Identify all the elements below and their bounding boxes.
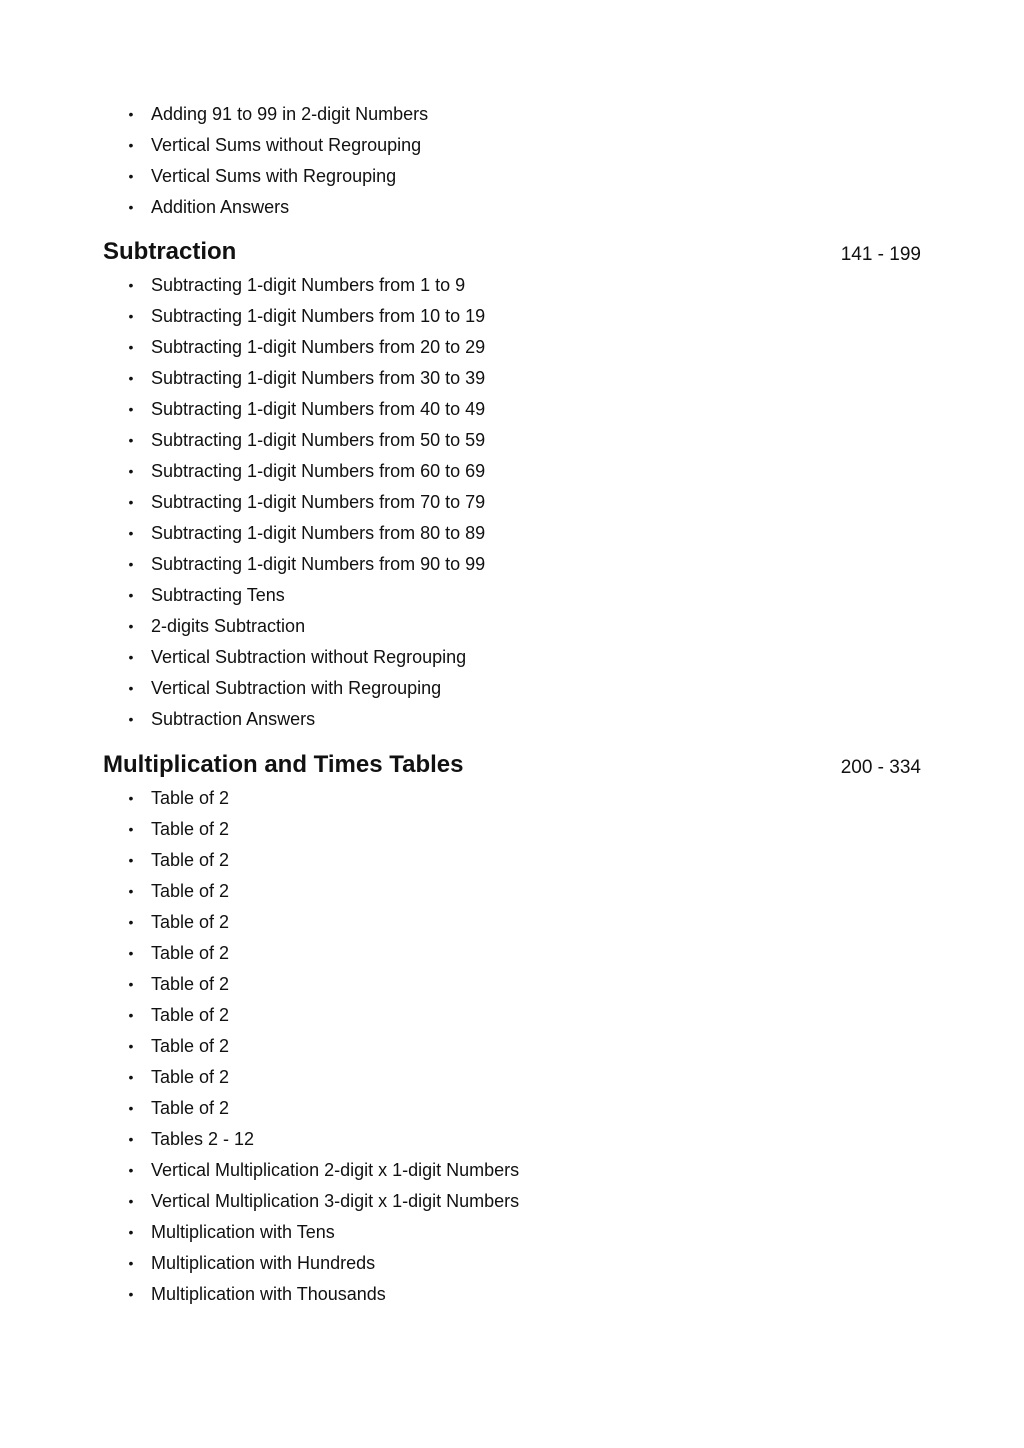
bullet-icon: • — [128, 852, 134, 868]
topic-label: Subtracting 1-digit Numbers from 70 to 79 — [151, 492, 486, 512]
subtraction-topic-list — [0, 270, 1024, 735]
bullet-icon: • — [128, 199, 134, 215]
bullet-icon: • — [128, 711, 134, 727]
list-item — [0, 487, 1024, 518]
list-item — [0, 1062, 1024, 1093]
multiplication-topic-list — [0, 783, 1024, 1310]
bullet-icon: • — [128, 401, 134, 417]
list-item — [0, 301, 1024, 332]
bullet-icon: • — [128, 168, 134, 184]
bullet-icon: • — [128, 790, 134, 806]
section-header — [103, 230, 921, 270]
topic-label: Table of 2 — [151, 1098, 230, 1118]
list-item — [0, 938, 1024, 969]
bullet-icon: • — [128, 137, 134, 153]
list-item — [0, 270, 1024, 301]
bullet-icon: • — [128, 680, 134, 696]
topic-label: Vertical Sums with Regrouping — [151, 166, 397, 186]
list-item — [0, 673, 1024, 704]
topic-label: Subtracting 1-digit Numbers from 1 to 9 — [151, 275, 466, 295]
bullet-icon: • — [128, 106, 134, 122]
subtraction-section — [0, 230, 1024, 735]
bullet-icon: • — [128, 618, 134, 634]
bullet-icon: • — [128, 1162, 134, 1178]
topic-label: Subtracting 1-digit Numbers from 30 to 39 — [151, 368, 486, 388]
topic-label: Table of 2 — [151, 1005, 230, 1025]
list-item — [0, 1093, 1024, 1124]
list-item — [0, 425, 1024, 456]
topic-label: Table of 2 — [151, 850, 230, 870]
topic-label: Vertical Subtraction with Regrouping — [151, 678, 442, 698]
topic-label: Vertical Subtraction without Regrouping — [151, 647, 467, 667]
addition-section-continued — [0, 99, 1024, 223]
topic-label: Table of 2 — [151, 912, 230, 932]
section-page-range: 141 - 199 — [840, 244, 921, 265]
section-title: Subtraction — [103, 238, 237, 265]
topic-label: 2-digits Subtraction — [151, 616, 306, 636]
topic-label: Table of 2 — [151, 1067, 230, 1087]
list-item — [0, 1248, 1024, 1279]
list-item — [0, 549, 1024, 580]
bullet-icon: • — [128, 1224, 134, 1240]
list-item — [0, 1279, 1024, 1310]
bullet-icon: • — [128, 649, 134, 665]
topic-label: Multiplication with Hundreds — [151, 1253, 376, 1273]
list-item — [0, 580, 1024, 611]
topic-label: Table of 2 — [151, 881, 230, 901]
list-item — [0, 876, 1024, 907]
bullet-icon: • — [128, 308, 134, 324]
list-item — [0, 1031, 1024, 1062]
bullet-icon: • — [128, 945, 134, 961]
list-item — [0, 161, 1024, 192]
topic-label: Subtracting 1-digit Numbers from 20 to 29 — [151, 337, 486, 357]
bullet-icon: • — [128, 821, 134, 837]
list-item — [0, 845, 1024, 876]
bullet-icon: • — [128, 432, 134, 448]
topic-label: Subtracting 1-digit Numbers from 40 to 49 — [151, 399, 486, 419]
list-item — [0, 332, 1024, 363]
topic-label: Table of 2 — [151, 974, 230, 994]
list-item — [0, 783, 1024, 814]
addition-topic-list — [0, 99, 1024, 223]
bullet-icon: • — [128, 587, 134, 603]
topic-label: Multiplication with Thousands — [151, 1284, 386, 1304]
bullet-icon: • — [128, 1100, 134, 1116]
section-page-range: 200 - 334 — [840, 757, 921, 778]
topic-label: Vertical Sums without Regrouping — [151, 135, 422, 155]
topic-label: Vertical Multiplication 2-digit x 1-digit Numbers — [151, 1160, 520, 1180]
list-item — [0, 642, 1024, 673]
topic-label: Multiplication with Tens — [151, 1222, 335, 1242]
list-item — [0, 1155, 1024, 1186]
bullet-icon: • — [128, 976, 134, 992]
bullet-icon: • — [128, 370, 134, 386]
list-item — [0, 969, 1024, 1000]
list-item — [0, 518, 1024, 549]
list-item — [0, 814, 1024, 845]
section-title: Multiplication and Times Tables — [103, 751, 464, 778]
topic-label: Subtracting 1-digit Numbers from 60 to 69 — [151, 461, 486, 481]
topic-label: Subtraction Answers — [151, 709, 316, 729]
topic-label: Table of 2 — [151, 788, 230, 808]
topic-label: Subtracting Tens — [151, 585, 285, 605]
bullet-icon: • — [128, 1131, 134, 1147]
topic-label: Table of 2 — [151, 1036, 230, 1056]
bullet-icon: • — [128, 1193, 134, 1209]
topic-label: Subtracting 1-digit Numbers from 90 to 99 — [151, 554, 486, 574]
topic-label: Vertical Multiplication 3-digit x 1-digit Numbers — [151, 1191, 520, 1211]
list-item — [0, 1000, 1024, 1031]
topic-label: Subtracting 1-digit Numbers from 10 to 19 — [151, 306, 486, 326]
bullet-icon: • — [128, 1286, 134, 1302]
bullet-icon: • — [128, 1007, 134, 1023]
list-item — [0, 704, 1024, 735]
bullet-icon: • — [128, 525, 134, 541]
bullet-icon: • — [128, 494, 134, 510]
list-item — [0, 130, 1024, 161]
list-item — [0, 99, 1024, 130]
topic-label: Table of 2 — [151, 819, 230, 839]
bullet-icon: • — [128, 556, 134, 572]
bullet-icon: • — [128, 1038, 134, 1054]
bullet-icon: • — [128, 914, 134, 930]
section-header — [103, 743, 921, 783]
list-item — [0, 192, 1024, 223]
list-item — [0, 907, 1024, 938]
topic-label: Subtracting 1-digit Numbers from 50 to 59 — [151, 430, 486, 450]
list-item — [0, 456, 1024, 487]
topic-label: Subtracting 1-digit Numbers from 80 to 89 — [151, 523, 486, 543]
bullet-icon: • — [128, 463, 134, 479]
list-item — [0, 1186, 1024, 1217]
list-item — [0, 363, 1024, 394]
list-item — [0, 394, 1024, 425]
list-item — [0, 611, 1024, 642]
topic-label: Addition Answers — [151, 197, 290, 217]
bullet-icon: • — [128, 1255, 134, 1271]
topic-label: Adding 91 to 99 in 2-digit Numbers — [151, 104, 429, 124]
multiplication-section — [0, 743, 1024, 1310]
bullet-icon: • — [128, 1069, 134, 1085]
topic-label: Table of 2 — [151, 943, 230, 963]
topic-label: Tables 2 - 12 — [151, 1129, 255, 1149]
list-item — [0, 1124, 1024, 1155]
list-item — [0, 1217, 1024, 1248]
bullet-icon: • — [128, 339, 134, 355]
bullet-icon: • — [128, 277, 134, 293]
bullet-icon: • — [128, 883, 134, 899]
